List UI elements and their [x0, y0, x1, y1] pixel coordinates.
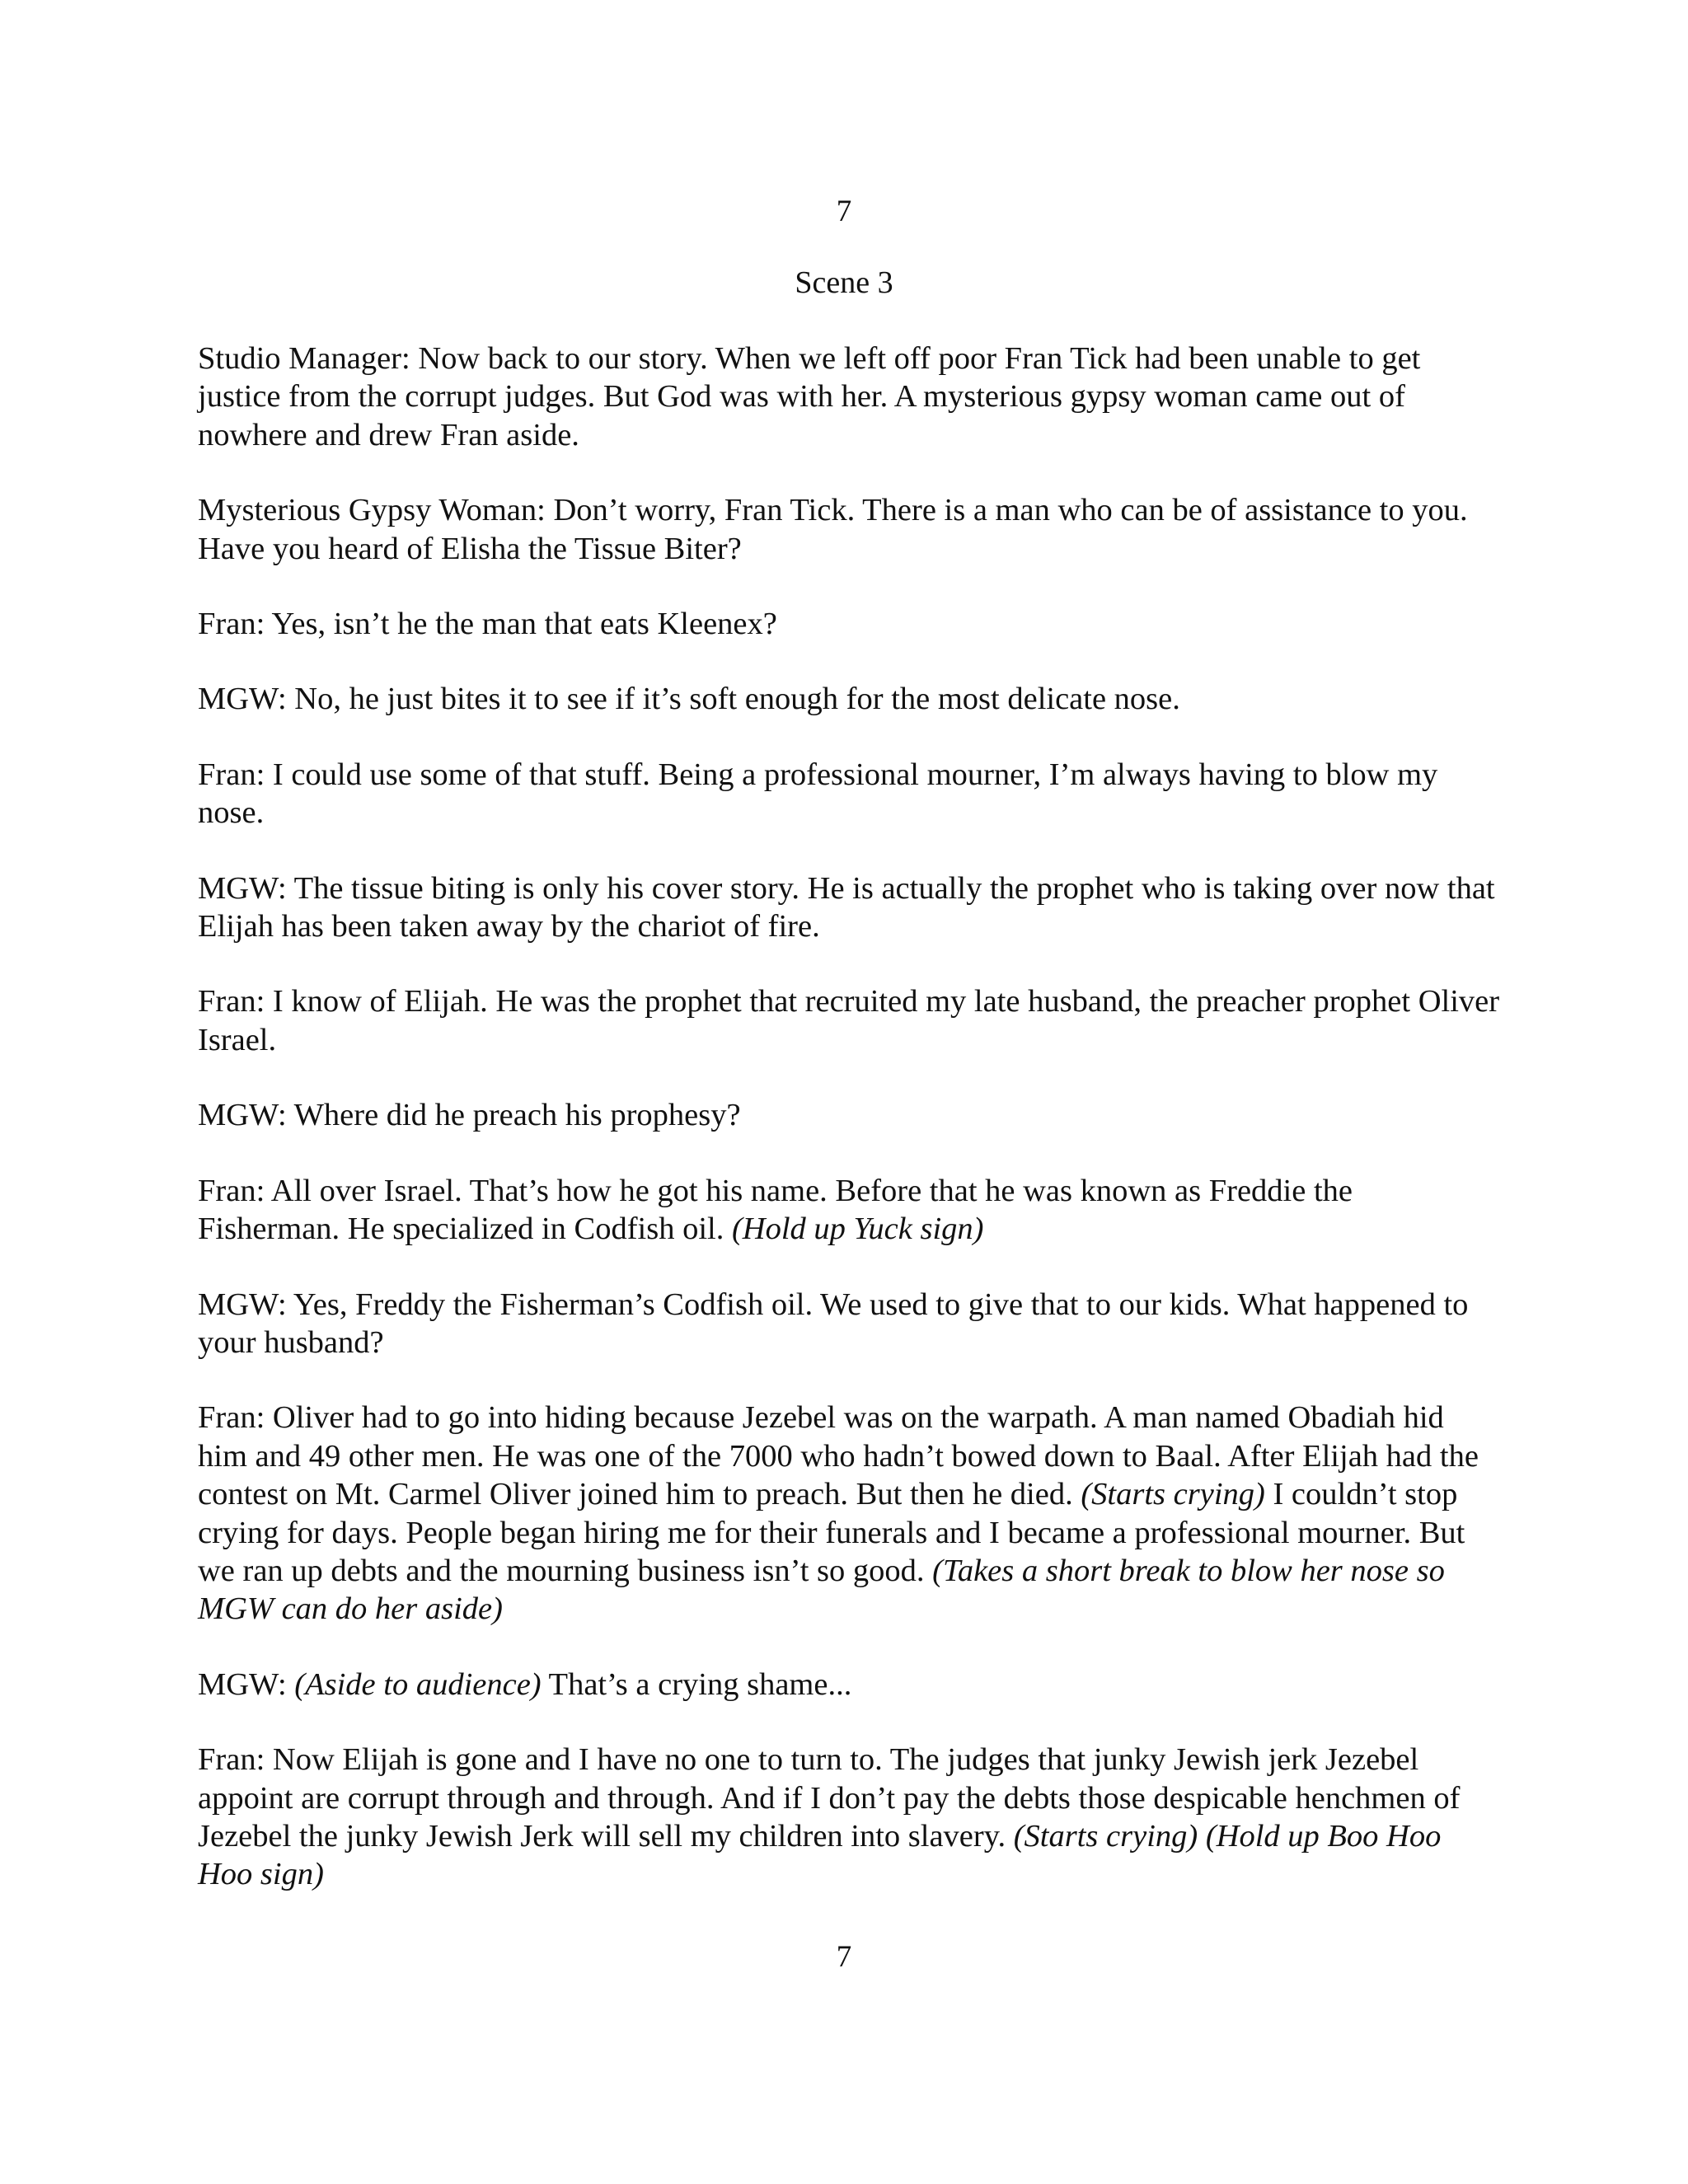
dialogue-paragraph [198, 1399, 1500, 1628]
dialogue-paragraph [198, 1666, 1500, 1704]
stage-direction: (Hold up Yuck sign) [731, 1212, 984, 1247]
dialogue-text: Studio Manager: Now back to our story. When we left off poor Fran Tick had been unable to get justice from the corrupt judges. But God was with her. A mysterious gypsy woman came out of nowhere and drew Fran aside. [198, 341, 1421, 452]
dialogue-paragraph [198, 982, 1500, 1059]
dialogue-text: Fran: Now Elijah is gone and I have no one to turn to. The judges that junky Jewish jerk Jezebel appoint are corrupt through and through. And if I don’t pay the debts those despicable henchmen of Jezebel the junky Jewish Jerk will sell my children into slavery. [198, 1742, 1461, 1854]
dialogue-text: Fran: I could use some of that stuff. Being a professional mourner, I’m always having to blow my nose. [198, 757, 1438, 831]
dialogue-paragraph [198, 680, 1500, 718]
dialogue-text: Fran: Oliver had to go into hiding because Jezebel was on the warpath. A man named Obadiah hid him and 49 other men. He was one of the 7000 who hadn’t bowed down to Baal. After Elijah had the contest on Mt. Carmel Oliver joined him to preach. But then he died. [198, 1400, 1479, 1512]
dialogue-text: MGW: [198, 1666, 295, 1702]
dialogue-paragraph [198, 1286, 1500, 1362]
dialogue-text: MGW: Yes, Freddy the Fisherman’s Codfish oil. We used to give that to our kids. What happened to your husband? [198, 1286, 1469, 1360]
dialogue-paragraph [198, 1741, 1500, 1894]
dialogue-paragraph [198, 340, 1500, 454]
dialogue-paragraph [198, 1096, 1500, 1134]
stage-direction: (Starts crying) (Hold up Boo Hoo Hoo sign) [198, 1818, 1442, 1892]
dialogue-text: Mysterious Gypsy Woman: Don’t worry, Fran Tick. There is a man who can be of assistance to you. Have you heard of Elisha the Tissue Biter? [198, 493, 1468, 566]
dialogue-text: I couldn’t stop crying for days. People began hiring me for their funerals and I became a professional mourner. But we ran up debts and the mourning business isn’t so good. [198, 1477, 1465, 1588]
page-number-bottom: 7 [836, 1940, 852, 1974]
dialogue-text: MGW: No, he just bites it to see if it’s soft enough for the most delicate nose. [198, 682, 1180, 717]
stage-direction: (Starts crying) [1081, 1477, 1265, 1512]
dialogue-paragraph [198, 1172, 1500, 1249]
dialogue-text: MGW: The tissue biting is only his cover story. He is actually the prophet who is taking over now that Elijah has been taken away by the chariot of fire. [198, 870, 1495, 944]
dialogue-paragraph [198, 605, 1500, 643]
dialogue-text: That’s a crying shame... [541, 1666, 852, 1702]
dialogue-text: Fran: All over Israel. That’s how he got his name. Before that he was known as Freddie the Fisherman. He specialized in Codfish oil. [198, 1173, 1353, 1247]
scene-title: Scene 3 [795, 265, 893, 300]
dialogue-paragraph [198, 869, 1500, 946]
dialogue-paragraph [198, 491, 1500, 568]
dialogue-text: Fran: Yes, isn’t he the man that eats Kleenex? [198, 607, 777, 642]
script-body [198, 340, 1500, 1931]
stage-direction: (Aside to audience) [294, 1666, 542, 1702]
dialogue-text: Fran: I know of Elijah. He was the prophet that recruited my late husband, the preacher prophet Oliver Israel. [198, 984, 1500, 1057]
dialogue-paragraph [198, 756, 1500, 832]
dialogue-text: MGW: Where did he preach his prophesy? [198, 1098, 741, 1133]
stage-direction: (Takes a short break to blow her nose so MGW can do her aside) [198, 1553, 1445, 1627]
page-number-top: 7 [836, 194, 852, 228]
